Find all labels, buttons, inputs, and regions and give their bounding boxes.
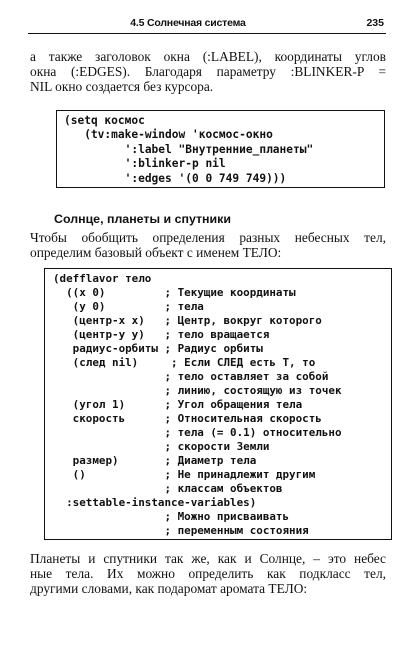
code-line: (y 0) ; тела: [53, 300, 204, 313]
code-line: ; тело оставляет за собой: [53, 370, 329, 383]
code-block-defflavor: [44, 268, 392, 540]
code-line: ; линию, состоящую из точек: [53, 384, 342, 397]
page-number: 235: [366, 17, 384, 29]
code-line: радиус-орбиты ; Радиус орбиты: [53, 342, 263, 355]
text-line: другими словами, как подаромат аромата ТЕЛО:: [30, 581, 308, 596]
text-line: Чтобы обобщить определения разных небесных тел,: [30, 230, 386, 245]
code-line: (центр-x x) ; Центр, вокруг которого: [53, 314, 322, 327]
section-heading: Солнце, планеты и спутники: [54, 212, 231, 226]
code-line: ; переменным состояния: [53, 524, 309, 537]
code-line: ':edges '(0 0 749 749))): [64, 171, 287, 185]
text-line: NIL окно создается без курсора.: [30, 79, 214, 94]
code-line: ; тела (= 0.1) относительно: [53, 426, 342, 439]
text-line: Планеты и спутники так же, как и Солнце, – это небес: [30, 551, 386, 566]
code-block-make-window: [56, 110, 385, 188]
code-line: ; Можно присваивать: [53, 510, 290, 523]
text-line: определим базовый объект с именем ТЕЛО:: [30, 245, 282, 260]
page-header: [28, 17, 386, 34]
code-line: размер) ; Диаметр тела: [53, 454, 257, 467]
code-line: (tv:make-window 'космос-окно: [64, 128, 273, 142]
code-line: (defflavor тело: [53, 272, 152, 285]
text-line: ные тела. Их можно определить как подкласс тел,: [30, 566, 386, 581]
intro-paragraph: [30, 49, 386, 94]
code-line: (setq космос: [64, 114, 145, 127]
code-line: (след nil) ; Если СЛЕД есть T, то: [53, 356, 316, 369]
closing-paragraph: [30, 551, 386, 596]
code-line: ; скорости Земли: [53, 440, 270, 453]
code-line: (угол 1) ; Угол обращения тела: [53, 398, 303, 411]
code-line: (центр-y y) ; тело вращается: [53, 328, 270, 341]
code-line: :settable-instance-variables): [53, 496, 257, 509]
running-title: 4.5 Солнечная система: [130, 17, 246, 29]
code-line: скорость ; Относительная скорость: [53, 412, 322, 425]
code-line: ':blinker-p nil: [64, 157, 226, 171]
text-line: окна (:EDGES). Благодаря параметру :BLINKER-P =: [30, 64, 386, 79]
code-line: ((x 0) ; Текущие координаты: [53, 286, 296, 299]
code-line: ; классам объектов: [53, 482, 283, 495]
code-line: () ; Не принадлежит другим: [53, 468, 316, 481]
code-line: ':label "Внутренние_планеты": [64, 142, 314, 156]
paragraph-2: [30, 230, 386, 260]
text-line: а также заголовок окна (:LABEL), координаты углов: [30, 49, 386, 64]
